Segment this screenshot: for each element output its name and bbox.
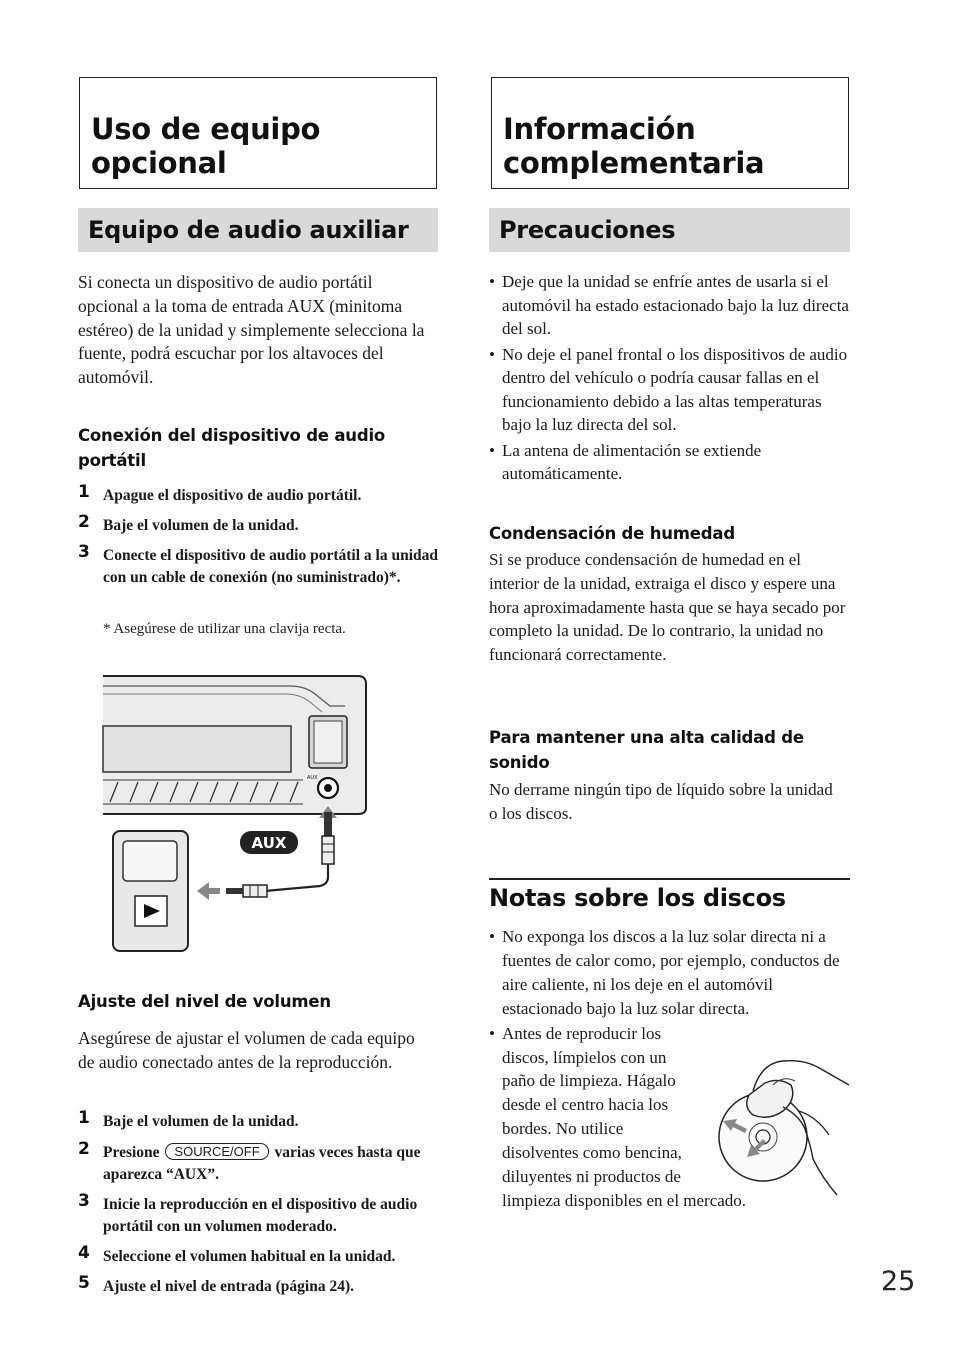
chapter-title: Información complementaria [503, 112, 765, 180]
text-line: diluyentes ni productos de [502, 1167, 681, 1187]
chapter-box-optional-equipment [79, 77, 437, 189]
volume-steps [78, 1108, 443, 1298]
list-item: • Antes de reproducir los discos, límpielos con un paño de limpieza. Hágalo desde el centro hacia los bordes. No utilice disolventes como bencina, diluyentes ni productos de limpieza disponibles en el mercado. [489, 1022, 851, 1213]
condensation-paragraph: Si se produce condensación de humedad en el interior de la unidad, extraiga el disco y espere una hora aproximadamente hasta que se haya secado por completo la unidad. De lo contrario, la unidad no funcionará correctamente. [489, 550, 846, 665]
step-number: 5 [78, 1273, 90, 1293]
discs-section-title: Notas sobre los discos [489, 884, 786, 912]
aux-connection-illustration [100, 672, 372, 957]
step-text: Apague el dispositivo de audio portátil. [103, 487, 362, 504]
chapter-box-additional-info [491, 77, 849, 189]
text-line: discos, límpielos con un [502, 1047, 667, 1067]
step-number: 3 [78, 542, 90, 562]
list-item-text: Deje que la unidad se enfríe antes de usarla si el automóvil ha estado estacionado bajo la luz directa del sol. [502, 272, 849, 338]
text-line: disolventes como bencina, [502, 1143, 682, 1163]
list-item-text: No exponga los discos a la luz solar directa ni a fuentes de calor como, por ejemplo, conductos de aire caliente, ni los deje en el automóvil estacionado bajo la luz solar directa. [502, 927, 840, 1018]
step-text [103, 1144, 420, 1183]
step-number: 4 [78, 1243, 90, 1263]
audio-cable-plug [226, 812, 334, 897]
section-bar-aux-audio [78, 208, 438, 252]
source-off-button-label: SOURCE/OFF [165, 1143, 268, 1160]
portable-player [113, 831, 188, 951]
sound-quality-heading: Para mantener una alta calidad de sonido [489, 728, 804, 772]
step-text-pre: Presione [103, 1144, 160, 1161]
step-text: Inicie la reproducción en el dispositivo de audio portátil con un volumen moderado. [103, 1196, 418, 1235]
step-number: 2 [78, 1139, 90, 1159]
step-text: Ajuste el nivel de entrada (página 24). [103, 1278, 355, 1295]
aux-badge-label: AUX [251, 834, 287, 852]
list-item-text: No deje el panel frontal o los dispositivos de audio dentro del vehículo o podría causar fallas en el funcionamiento debido a las altas temperaturas bajo la luz directa del sol. [502, 344, 848, 434]
volume-intro-paragraph: Asegúrese de ajustar el volumen de cada equipo de audio conectado antes de la reproducción. [78, 1028, 415, 1072]
connection-step [78, 542, 443, 589]
discs-section-rule [489, 878, 850, 880]
arrow-left-icon [197, 882, 220, 900]
section-title: Equipo de audio auxiliar [88, 216, 409, 244]
disc-cleaning-illustration [713, 1055, 853, 1203]
text-line: limpieza disponibles en el mercado. [502, 1190, 747, 1210]
volume-step [78, 1191, 443, 1238]
step-number: 1 [78, 482, 90, 502]
connection-steps [78, 482, 443, 589]
text-line: bordes. No utilice [502, 1119, 624, 1139]
list-item: • No exponga los discos a la luz solar directa ni a fuentes de calor como, por ejemplo, conductos de aire caliente, ni los deje en el automóvil estacionado bajo la luz solar directa. [489, 927, 840, 1018]
step-number: 1 [78, 1108, 90, 1128]
connection-step [78, 512, 443, 537]
aux-intro-paragraph: Si conecta un dispositivo de audio portátil opcional a la toma de entrada AUX (minitoma estéreo) de la unidad y simplemente selecciona la fuente, podrá escuchar por los altavoces del automóvil. [78, 272, 425, 388]
chapter-title: Uso de equipo opcional [91, 112, 321, 180]
volume-step [78, 1139, 443, 1186]
connection-footnote: * Asegúrese de utilizar una clavija recta. [103, 621, 346, 637]
sound-quality-paragraph: No derrame ningún tipo de líquido sobre la unidad o los discos. [489, 780, 833, 823]
aux-jack [318, 778, 338, 798]
page-number: 25 [881, 1266, 916, 1297]
volume-step [78, 1273, 443, 1298]
volume-step [78, 1108, 443, 1133]
step-text: Baje el volumen de la unidad. [103, 517, 299, 534]
text-line: desde el centro hacia los [502, 1095, 669, 1115]
text-line: Antes de reproducir los [502, 1023, 662, 1043]
condensation-heading: Condensación de humedad [489, 524, 735, 543]
list-item: • La antena de alimentación se extiende automáticamente. [489, 440, 762, 483]
list-item-text: La antena de alimentación se extiende automáticamente. [502, 440, 762, 483]
volume-heading: Ajuste del nivel de volumen [78, 992, 331, 1011]
list-item: • No deje el panel frontal o los dispositivos de audio dentro del vehículo o podría causar fallas en el funcionamiento debido a las altas temperaturas bajo la luz directa del sol. [489, 344, 848, 434]
text-line: paño de limpieza. Hágalo [502, 1071, 676, 1091]
step-text-post: varias veces hasta que aparezca “AUX”. [103, 1144, 421, 1183]
step-text: Baje el volumen de la unidad. [103, 1113, 299, 1130]
volume-step [78, 1243, 443, 1268]
aux-jack-label: AUX [307, 775, 318, 781]
step-text: Conecte el dispositivo de audio portátil a la unidad con un cable de conexión (no suministrado)*. [103, 547, 439, 586]
step-text: Seleccione el volumen habitual en la unidad. [103, 1248, 396, 1265]
section-title: Precauciones [499, 216, 676, 244]
connection-step [78, 482, 443, 507]
connection-heading: Conexión del dispositivo de audio portátil [78, 426, 386, 470]
precautions-list [489, 270, 851, 486]
step-number: 2 [78, 512, 90, 532]
section-bar-precautions [489, 208, 850, 252]
step-number: 3 [78, 1191, 90, 1211]
list-item: • Deje que la unidad se enfríe antes de usarla si el automóvil ha estado estacionado bajo la luz directa del sol. [489, 272, 849, 338]
